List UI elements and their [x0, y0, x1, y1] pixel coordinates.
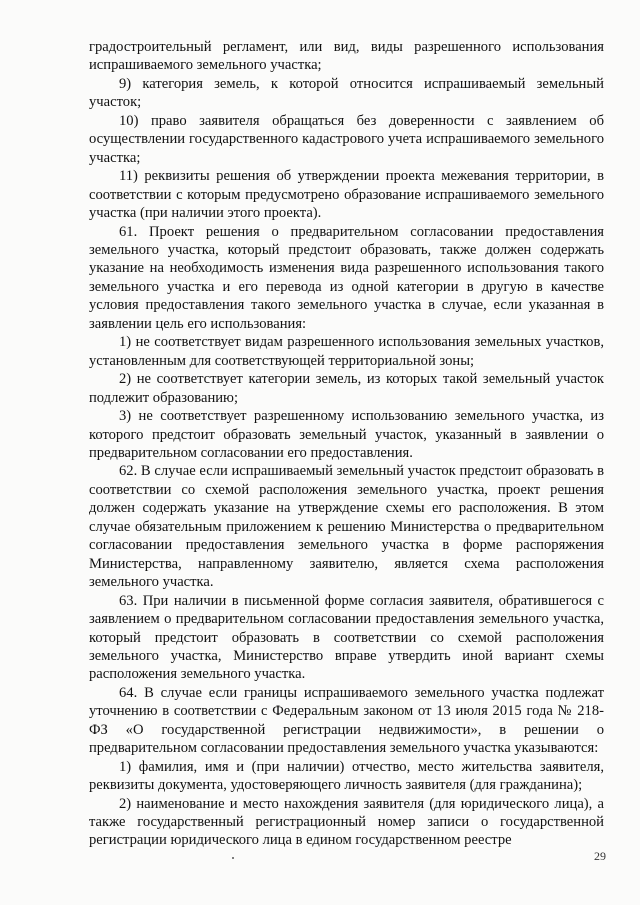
clause-64-item-2: 2) наименование и место нахождения заявителя (для юридического лица), а также государственный регистрационный номер записи о государственной регистрации юридического лица в едином государственном реестре: [89, 795, 604, 849]
clause-61-item-1: 1) не соответствует видам разрешенного использования земельных участков, установленным для соответствующей территориальной зоны;: [89, 334, 604, 369]
scan-speck: [232, 857, 234, 859]
clause-64-item-1: 1) фамилия, имя и (при наличии) отчество, место жительства заявителя, реквизиты документа, удостоверяющего личность заявителя (для гражданина);: [89, 758, 604, 794]
clause-63: 63. При наличии в письменной форме согласия заявителя, обратившегося с заявлением о предварительном согласовании предоставления земельного участка, который предстоит образовать в соответствии со схемой расположения земельного участка, Министерство вправе утвердить иной вариант схемы расположения земельного участка.: [89, 592, 604, 683]
page-number: 29: [594, 849, 606, 863]
item-11-survey-project-details: 11) реквизиты решения об утверждении проекта межевания территории, в соответствии с которым предусмотрено образование испрашиваемого земельного участка (при наличии этого проекта).: [89, 168, 604, 222]
document-body: [89, 38, 604, 850]
paragraph-continuation: градостроительный регламент, или вид, виды разрешенного использования испрашиваемого земельного участка;: [89, 39, 604, 74]
clause-64: 64. В случае если границы испрашиваемого земельного участка подлежат уточнению в соответствии с Федеральным законом от 13 июля 2015 года № 218-ФЗ «О государственной регистрации недвижимости», в решении о предварительном согласовании предоставления земельного участка указываются:: [89, 684, 604, 757]
clause-62: 62. В случае если испрашиваемый земельный участок предстоит образовать в соответствии со схемой расположения земельного участка, проект решения должен содержать указание на утверждение схемы его расположения. В этом случае обязательным приложением к решению Министерства о предварительном согласовании предоставления земельного участка в форме распоряжения Министерства, направленному заявителю, является схема расположения земельного участка.: [89, 463, 604, 591]
item-9-land-category: 9) категория земель, к которой относится испрашиваемый земельный участок;: [89, 75, 604, 111]
clause-61-item-3: 3) не соответствует разрешенному использованию земельного участка, из которого предстоит образовать земельный участок, указанный в заявлении о предварительном согласовании его предоставления.: [89, 408, 604, 461]
clause-61-item-2: 2) не соответствует категории земель, из которых такой земельный участок подлежит образованию;: [89, 371, 604, 406]
item-10-applicant-right: 10) право заявителя обращаться без доверенности с заявлением об осуществлении государственного кадастрового учета испрашиваемого земельного участка;: [89, 112, 604, 166]
clause-61: 61. Проект решения о предварительном согласовании предоставления земельного участка, который предстоит образовать, также должен содержать указание на необходимость изменения вида разрешенного использования такого земельного участка и его перевода из одной категории в другую в качестве условия предоставления такого земельного участка в случае, если указанная в заявлении цель его использования:: [89, 223, 604, 332]
